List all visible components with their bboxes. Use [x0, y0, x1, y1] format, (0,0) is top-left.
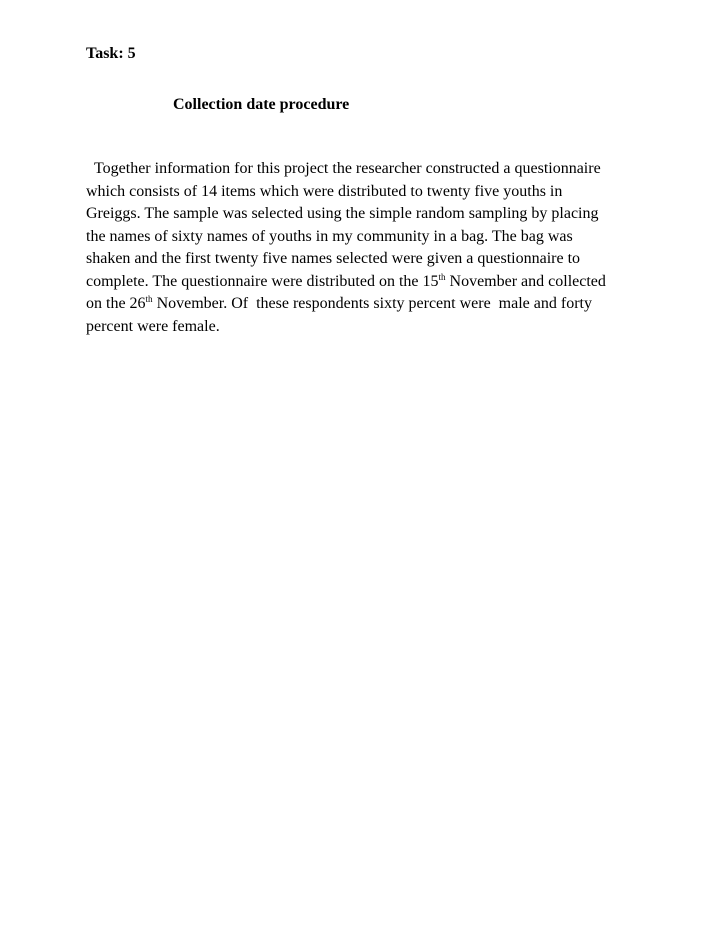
paragraph-line-text: percent were female. [86, 317, 220, 335]
section-title: Collection date procedure [173, 96, 350, 113]
ordinal-superscript: th [438, 271, 446, 282]
paragraph-line-text: shaken and the first twenty five names selected were given a questionnaire to [86, 250, 581, 267]
paragraph-line [86, 203, 646, 226]
paragraph-line-text: on the 26 [86, 295, 146, 312]
ordinal-superscript: th [145, 294, 153, 304]
paragraph-line-text: November and collected [445, 272, 606, 290]
paragraph-line-text: which consists of 14 items which were distributed to twenty five youths in [86, 182, 563, 200]
paragraph-line-text: Together information for this project the researcher constructed a questionnaire [86, 160, 601, 177]
paragraph-line [86, 226, 646, 249]
paragraph-line [86, 248, 646, 271]
task-heading: Task: 5 [86, 45, 136, 62]
paragraph-line-text: November. Of these respondents sixty percent were male and forty [152, 295, 592, 312]
body-paragraph [86, 158, 646, 338]
paragraph-line [86, 181, 646, 204]
paragraph-line [86, 293, 646, 316]
paragraph-line [86, 158, 646, 181]
paragraph-line-text: complete. The questionnaire were distributed on the 15 [86, 272, 439, 290]
paragraph-line-text: Greiggs. The sample was selected using the simple random sampling by placing [86, 205, 599, 222]
paragraph-line [86, 271, 646, 294]
paragraph-line [86, 316, 646, 339]
paragraph-line-text: the names of sixty names of youths in my community in a bag. The bag was [86, 227, 573, 245]
